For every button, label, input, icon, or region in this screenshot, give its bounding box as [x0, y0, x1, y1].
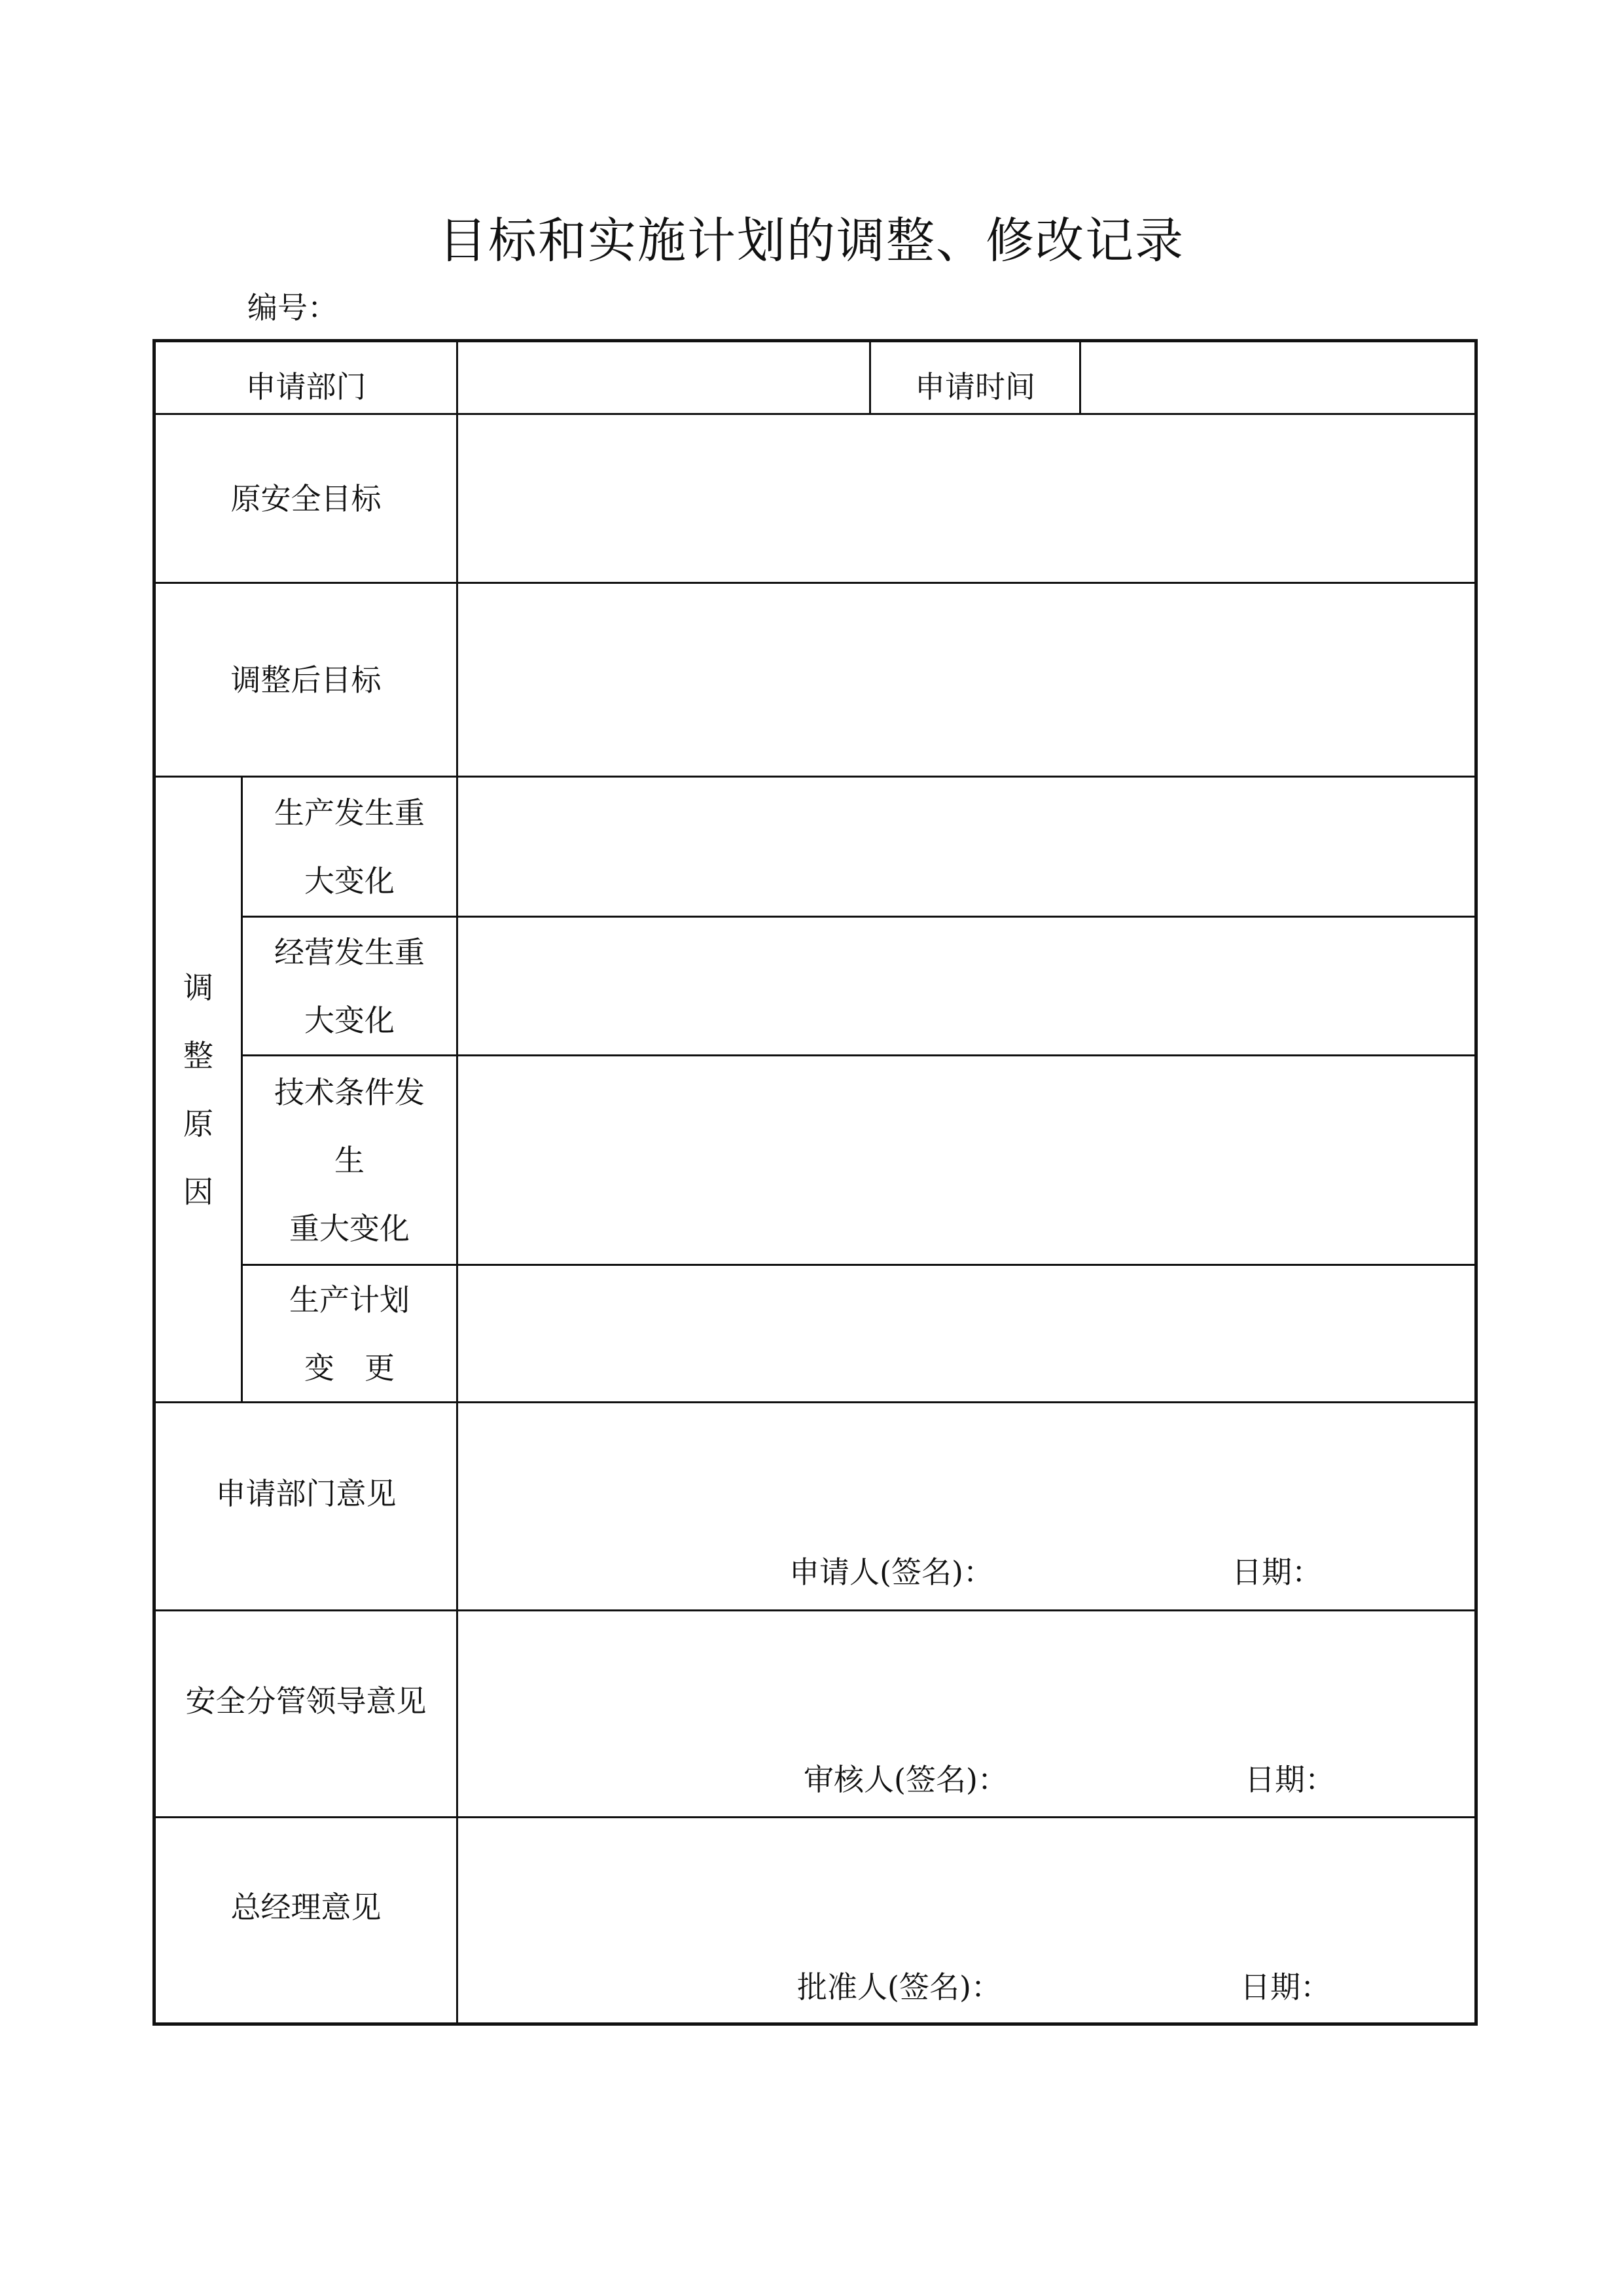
reason-group-char: 原 — [183, 1105, 213, 1141]
gm-opinion-label: 总经理意见 — [230, 1890, 382, 1925]
reason-group-char: 因 — [183, 1174, 213, 1210]
apply-time-label: 申请时间 — [915, 369, 1035, 404]
doc-number-label: 编号： — [247, 290, 338, 325]
apply-time-field[interactable] — [1081, 342, 1474, 413]
gm-signer-label: 批准人(签名)： — [797, 1969, 1001, 2005]
original-target-label: 原安全目标 — [230, 480, 382, 516]
safety-date-label: 日期： — [1245, 1762, 1335, 1797]
reason-plan-change-label: 生产计划 变 更 — [289, 1282, 410, 1386]
reason-group-char: 调 — [183, 969, 213, 1005]
reason-operation-change-field[interactable] — [458, 918, 1474, 1054]
safety-leader-opinion-label: 安全分管领导意见 — [185, 1683, 427, 1719]
reason-group-char: 整 — [183, 1037, 213, 1073]
adjustment-record-form — [152, 339, 1478, 2026]
reason-technical-change-label: 技术条件发 生 重大变化 — [274, 1074, 425, 1246]
safety-signer-label: 审核人(签名)： — [804, 1762, 1008, 1797]
reason-plan-change-field[interactable] — [458, 1266, 1474, 1401]
reason-technical-change-field[interactable] — [458, 1056, 1474, 1264]
reason-production-change-field[interactable] — [458, 778, 1474, 916]
dept-date-label: 日期： — [1232, 1554, 1322, 1590]
apply-dept-label: 申请部门 — [245, 369, 366, 404]
reason-group-label — [156, 778, 241, 1401]
reason-operation-change-label: 经营发生重 大变化 — [274, 934, 425, 1038]
dept-signer-label: 申请人(签名)： — [789, 1554, 993, 1590]
page-title: 目标和实施计划的调整、修改记录 — [438, 213, 1185, 269]
apply-dept-field[interactable] — [458, 342, 869, 413]
original-target-field[interactable] — [458, 415, 1474, 582]
gm-date-label: 日期： — [1240, 1969, 1330, 2005]
adjusted-target-field[interactable] — [458, 584, 1474, 776]
dept-opinion-label: 申请部门意见 — [215, 1475, 397, 1511]
adjusted-target-label: 调整后目标 — [230, 662, 382, 698]
reason-production-change-label: 生产发生重 大变化 — [274, 795, 425, 899]
